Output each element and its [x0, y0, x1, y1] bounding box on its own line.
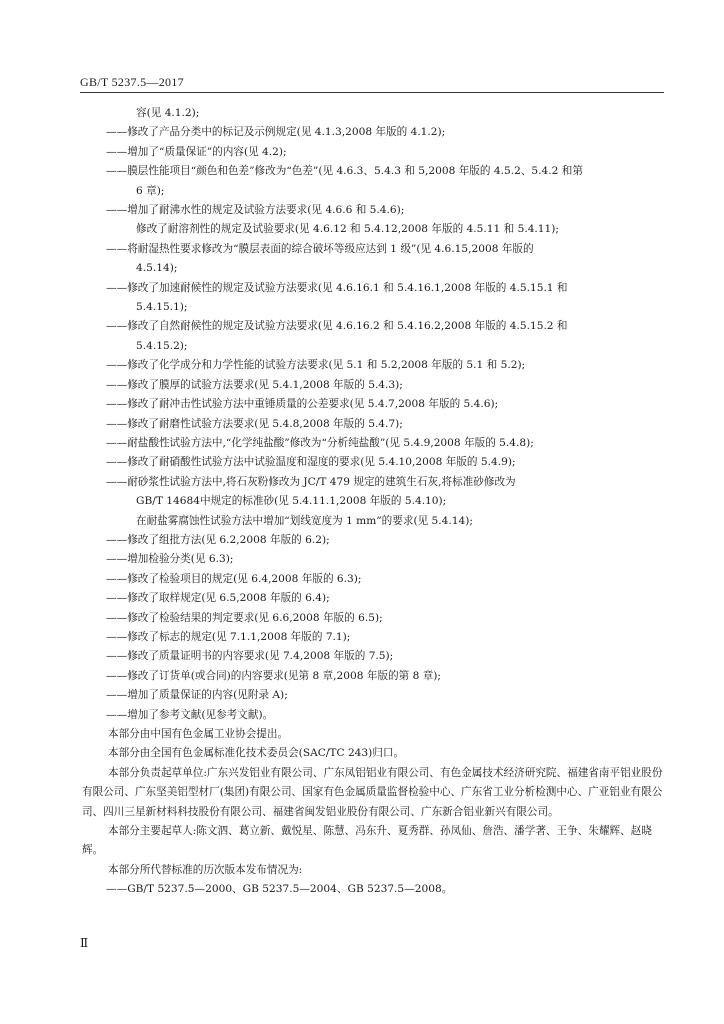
change-item: ——修改了加速耐候性的规定及试验方法要求(见 4.6.16.1 和 5.4.16.1,2008 年版的 4.5.15.1 和 — [106, 281, 568, 294]
change-item: ——修改了取样规定(见 6.5,2008 年版的 6.4); — [106, 592, 330, 605]
change-item: ——修改了化学成分和力学性能的试验方法要求(见 5.1 和 5.2,2008 年版的 5.1 和 5.2); — [106, 359, 526, 372]
change-item: ——膜层性能项目“颜色和色差”修改为“色差”(见 4.6.3、5.4.3 和 5,2008 年版的 4.5.2、5.4.2 和第 — [106, 165, 583, 178]
change-item: ——增加检验分类(见 6.3); — [106, 553, 234, 566]
change-item: ——修改了膜厚的试验方法要求(见 5.4.1,2008 年版的 5.4.3); — [106, 378, 403, 391]
change-item: ——修改了检验结果的判定要求(见 6.6,2008 年版的 6.5); — [106, 611, 383, 624]
drafters-paragraph: 本部分主要起草人:陈文泗、葛立新、戴悦星、陈慧、冯东升、夏秀群、孙凤仙、詹浩、潘学著、王争、朱耀辉、赵晓辉。 — [82, 825, 652, 857]
change-item: ——修改了自然耐候性的规定及试验方法要求(见 4.6.16.2 和 5.4.16.2,2008 年版的 4.5.15.2 和 — [106, 320, 568, 333]
document-body — [82, 104, 666, 900]
history-intro-paragraph: 本部分所代替标准的历次版本发布情况为: — [108, 863, 303, 876]
change-item: ——修改了订货单(或合同)的内容要求(见第 8 章,2008 年版的第 8 章); — [106, 669, 441, 682]
change-item: ——修改了质量证明书的内容要求(见 7.4,2008 年版的 7.5); — [106, 650, 394, 663]
text-line: GB/T 14684中规定的标准砂(见 5.4.11.1,2008 年版的 5.4.10); — [136, 495, 447, 508]
drafting-units-paragraph: 本部分负责起草单位:广东兴发铝业有限公司、广东凤铝铝业有限公司、有色金属技术经济研究院、福建省南平铝业股份有限公司、广东坚美铝型材厂(集团)有限公司、国家有色金属质量监督检验中心、广东省工业分析检测中心、广亚铝业有限公司、四川三星新材料科技股份有限公司、福建省闽发铝业股份有限公司、广东新合铝业新兴有限公司。 — [82, 766, 663, 818]
change-item: ——增加了参考文献(见参考文献)。 — [106, 708, 274, 721]
proposer-paragraph: 本部分由中国有色金属工业协会提出。 — [108, 728, 289, 740]
change-item: ——增加了耐沸水性的规定及试验方法要求(见 4.6.6 和 5.4.6); — [106, 204, 405, 217]
text-line: 6 章); — [136, 184, 165, 197]
change-item: 在耐盐雾腐蚀性试验方法中增加“划线宽度为 1 mm”的要求(见 5.4.14); — [136, 514, 473, 527]
text-line: 5.4.15.1); — [136, 301, 188, 314]
change-item: ——增加了质量保证的内容(见附录 A); — [106, 689, 288, 702]
text-line: 4.5.14); — [136, 262, 178, 275]
change-item: ——耐砂浆性试验方法中,将石灰粉修改为 JC/T 479 规定的建筑生石灰,将标准砂修改为 — [106, 475, 516, 488]
change-item: ——修改了耐硝酸性试验方法中试验温度和湿度的要求(见 5.4.10,2008 年版的 5.4.9); — [106, 456, 516, 469]
change-item: ——修改了产品分类中的标记及示例规定(见 4.1.3,2008 年版的 4.1.2); — [106, 126, 446, 139]
change-item: ——修改了组批方法(见 6.2,2008 年版的 6.2); — [106, 533, 330, 546]
change-item: ——修改了标志的规定(见 7.1.1,2008 年版的 7.1); — [106, 630, 351, 643]
header-rule — [80, 92, 664, 93]
change-item: 修改了耐溶剂性的规定及试验要求(见 4.6.12 和 5.4.12,2008 年版的 4.5.11 和 5.4.11); — [136, 223, 559, 236]
text-line: 5.4.15.2); — [136, 339, 188, 352]
page-number: Ⅱ — [80, 936, 89, 950]
change-item: ——增加了“质量保证”的内容(见 4.2); — [106, 145, 287, 158]
change-item: ——将耐湿热性要求修改为“膜层表面的综合破坏等级应达到 1 级”(见 4.6.15,2008 年版的 — [106, 242, 534, 255]
change-item: ——耐盐酸性试验方法中,“化学纯盐酸”修改为“分析纯盐酸”(见 5.4.9,2008 年版的 5.4.8); — [106, 436, 534, 449]
history-item: ——GB/T 5237.5—2000、GB 5237.5—2004、GB 5237.5—2008。 — [106, 883, 453, 896]
change-item: ——修改了检验项目的规定(见 6.4,2008 年版的 6.3); — [106, 572, 362, 585]
change-item: ——修改了耐冲击性试验方法中重锤质量的公差要求(见 5.4.7,2008 年版的 5.4.6); — [106, 398, 499, 411]
text-line: 容(见 4.1.2); — [136, 107, 200, 119]
change-item: ——修改了耐磨性试验方法要求(见 5.4.8,2008 年版的 5.4.7); — [106, 417, 403, 430]
standard-code-header: GB/T 5237.5—2017 — [80, 75, 184, 89]
committee-paragraph: 本部分由全国有色金属标准化技术委员会(SAC/TC 243)归口。 — [108, 747, 405, 760]
